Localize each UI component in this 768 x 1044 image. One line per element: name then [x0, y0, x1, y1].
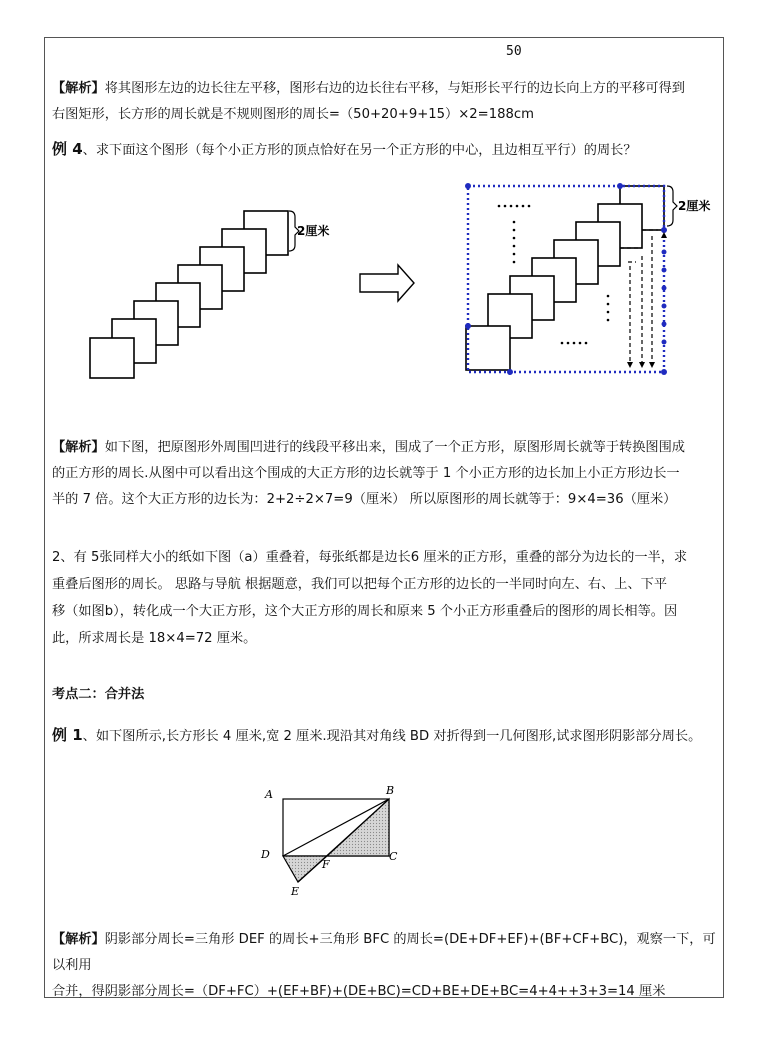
text-line: 右图矩形，长方形的周长就是不规则图形的周长=（50+20+9+15）×2=188cm: [52, 107, 534, 122]
label-f: F: [322, 858, 330, 871]
page-number: 50: [506, 44, 522, 59]
section-heading-kaodian-2: 考点二：合并法: [52, 687, 145, 702]
text-line: 半的 7 倍。这个大正方形的边长为：2+2÷2×7=9（厘米） 所以原图形的周长就等于：9×4=36（厘米）: [52, 492, 677, 507]
example-tag: 例 1: [52, 726, 83, 744]
label-2cm-right: 2厘米: [678, 199, 711, 213]
text-line: 2、有 5张同样大小的纸如下图（a）重叠着，每张纸都是边长6 厘米的正方形，重叠的部分为边长的一半，求: [52, 550, 688, 565]
text-line: 的正方形的周长.从图中可以看出这个围成的大正方形的边长就等于 1 个小正方形的边长加上小正方形边长一: [52, 466, 680, 481]
analysis-tag: 【解析】: [52, 440, 105, 455]
label-b: B: [386, 784, 395, 797]
label-a: A: [265, 788, 273, 801]
shaded-triangle-def: [283, 856, 327, 882]
label-c: C: [389, 850, 398, 863]
example-tag: 例 4: [52, 140, 83, 158]
example-text: 、求下面这个图形（每个小正方形的顶点恰好在另一个正方形的中心，且边相互平行）的周长？: [82, 143, 637, 158]
text-line: 如下图，把原图形外周围凹进行的线段平移出来，围成了一个正方形，原图形周长就等于转换图围成: [104, 440, 685, 455]
example-text: 、如下图所示,长方形长 4 厘米,宽 2 厘米.现沿其对角线 BD 对折得到一几何图形,试求图形阴影部分周长。: [82, 729, 702, 744]
text-line: 移（如图b），转化成一个大正方形，这个大正方形的周长和原来 5 个小正方形重叠后的图形的周长相等。因: [52, 604, 678, 619]
analysis-tag: 【解析】: [52, 81, 105, 96]
analysis-tag: 【解析】: [52, 932, 105, 947]
text-line: 合并，得阴影部分周长=（DF+FC）+(EF+BF)+(DE+BC)=CD+BE+DE+BC=4+4++3+3=14 厘米: [52, 984, 666, 999]
text-line: 阴影部分周长=三角形 DEF 的周长+三角形 BFC 的周长=(DE+DF+EF)+(BF+CF+BC)，观察一下，可以利用: [52, 932, 716, 973]
label-2cm-left: 2厘米: [297, 224, 330, 238]
text-line: 此，所求周长是 18×4=72 厘米。: [52, 631, 257, 646]
text-line: 将其图形左边的边长往左平移，图形右边的边长往右平移，与矩形长平行的边长向上方的平移可得到: [104, 81, 685, 96]
analysis-paragraph-4: [52, 927, 716, 1005]
text-line: 重叠后图形的周长。 思路与导航 根据题意，我们可以把每个正方形的边长的一半同时向左、右、上、下平: [52, 577, 668, 592]
label-e: E: [291, 885, 300, 898]
label-d: D: [261, 848, 270, 861]
